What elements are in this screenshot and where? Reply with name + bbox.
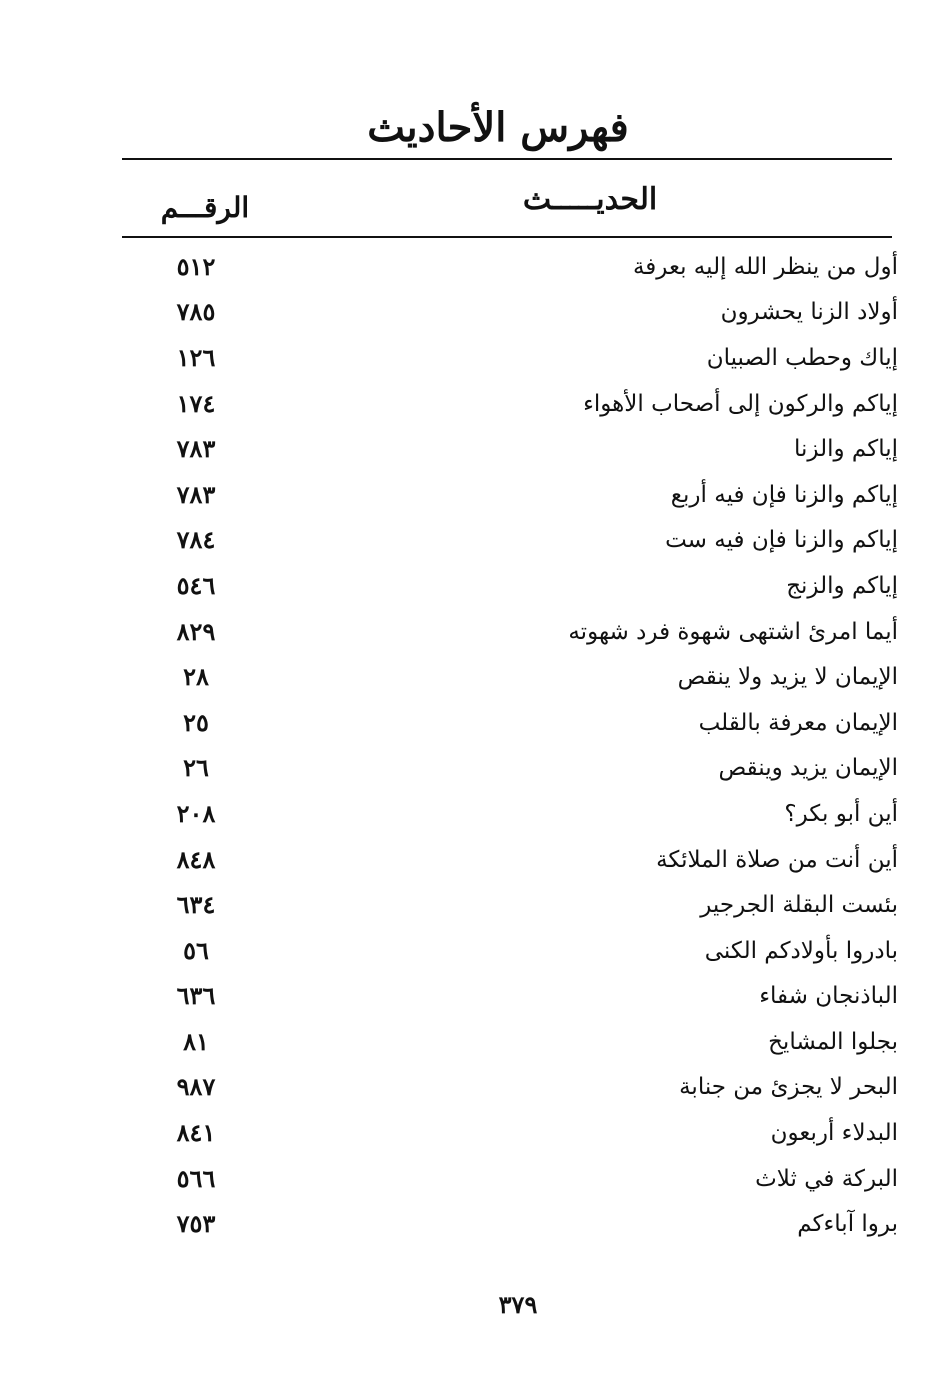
index-row bbox=[140, 290, 900, 336]
hadith-text: أيما امرئ اشتهى شهوة فرد شهوته bbox=[568, 618, 898, 645]
index-row bbox=[140, 1065, 900, 1111]
index-row bbox=[140, 974, 900, 1020]
hadith-number: ٢٨ bbox=[183, 662, 209, 692]
hadith-number: ٧٨٥ bbox=[176, 297, 216, 327]
hadith-number: ٦٣٦ bbox=[176, 981, 216, 1011]
hadith-text: بادروا بأولادكم الكنى bbox=[704, 937, 898, 964]
index-row bbox=[140, 518, 900, 564]
hadith-text: البحر لا يجزئ من جنابة bbox=[679, 1074, 898, 1101]
column-header-hadith: الحديـــــث bbox=[522, 182, 658, 217]
page-title: فهرس الأحاديث bbox=[367, 104, 629, 151]
hadith-number: ٥٦٦ bbox=[176, 1163, 216, 1193]
top-rule bbox=[122, 158, 892, 160]
hadith-text: أين أنت من صلاة الملائكة bbox=[656, 846, 898, 873]
hadith-text: أول من ينظر الله إليه بعرفة bbox=[632, 253, 898, 280]
index-row bbox=[140, 746, 900, 792]
index-row bbox=[140, 837, 900, 883]
hadith-text: أولاد الزنا يحشرون bbox=[720, 299, 898, 326]
index-row bbox=[140, 244, 900, 290]
hadith-text: أين أبو بكر؟ bbox=[784, 800, 898, 827]
hadith-number: ١٧٤ bbox=[176, 388, 216, 418]
index-row bbox=[140, 472, 900, 518]
hadith-text: الباذنجان شفاء bbox=[759, 983, 898, 1010]
index-row bbox=[140, 609, 900, 655]
hadith-number: ٢٦ bbox=[183, 753, 209, 783]
hadith-number: ٩٨٧ bbox=[176, 1072, 216, 1102]
hadith-number: ٥١٢ bbox=[176, 251, 216, 281]
hadith-text: الإيمان يزيد وينقص bbox=[718, 755, 898, 782]
index-row bbox=[140, 335, 900, 381]
hadith-text: الإيمان لا يزيد ولا ينقص bbox=[677, 664, 898, 691]
hadith-number: ٧٥٣ bbox=[176, 1209, 216, 1239]
page-number: ٣٧٩ bbox=[498, 1290, 538, 1319]
hadith-text: إياك وحطب الصبيان bbox=[706, 344, 898, 371]
hadith-number: ٧٨٤ bbox=[176, 525, 216, 555]
index-row bbox=[140, 381, 900, 427]
hadith-text: إياكم والزنا bbox=[794, 436, 898, 463]
hadith-text: إياكم والركون إلى أصحاب الأهواء bbox=[583, 390, 898, 417]
hadith-text: بروا آباءكم bbox=[797, 1211, 898, 1238]
hadith-text: بئست البقلة الجرجير bbox=[700, 892, 898, 919]
hadith-number: ٦٣٤ bbox=[176, 890, 216, 920]
hadith-number: ٨٢٩ bbox=[176, 616, 216, 646]
column-header-number: الرقـــم bbox=[160, 191, 250, 224]
hadith-text: الإيمان معرفة بالقلب bbox=[698, 709, 898, 736]
index-row bbox=[140, 563, 900, 609]
index-row bbox=[140, 882, 900, 928]
hadith-number: ٥٤٦ bbox=[176, 570, 216, 600]
header-rule bbox=[122, 236, 892, 238]
hadith-text: إياكم والزنا فإن فيه ست bbox=[665, 527, 898, 554]
index-row bbox=[140, 1201, 900, 1247]
hadith-number: ٨٤١ bbox=[176, 1118, 216, 1148]
hadith-number: ٥٦ bbox=[183, 935, 209, 965]
hadith-number: ٢٥ bbox=[183, 707, 209, 737]
hadith-number: ٢٠٨ bbox=[176, 798, 216, 828]
index-row bbox=[140, 791, 900, 837]
hadith-number: ٨١ bbox=[183, 1026, 209, 1056]
index-row bbox=[140, 928, 900, 974]
hadith-number: ١٢٦ bbox=[176, 342, 216, 372]
hadith-number: ٧٨٣ bbox=[176, 479, 216, 509]
index-row bbox=[140, 700, 900, 746]
hadith-number: ٧٨٣ bbox=[176, 434, 216, 464]
hadith-text: البركة في ثلاث bbox=[755, 1165, 898, 1192]
hadith-text: بجلوا المشايخ bbox=[768, 1028, 898, 1055]
hadith-number: ٨٤٨ bbox=[176, 844, 216, 874]
index-row bbox=[140, 1156, 900, 1202]
hadith-text: إياكم والزنا فإن فيه أربع bbox=[670, 481, 898, 508]
index-row bbox=[140, 426, 900, 472]
hadith-index-list bbox=[140, 244, 900, 1247]
hadith-text: إياكم والزنج bbox=[786, 572, 898, 599]
hadith-text: البدلاء أربعون bbox=[770, 1120, 898, 1147]
index-row bbox=[140, 1019, 900, 1065]
index-row bbox=[140, 654, 900, 700]
index-row bbox=[140, 1110, 900, 1156]
